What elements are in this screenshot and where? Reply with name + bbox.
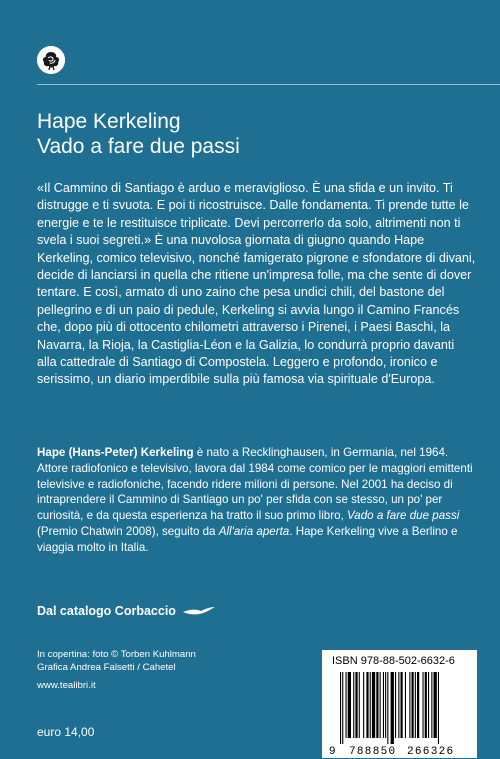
bio-text-part: (Premio Chatwin 2008), seguito da <box>37 524 219 538</box>
barcode-bar <box>340 672 341 744</box>
book-title: Vado a fare due passi <box>37 135 240 158</box>
barcode-digit-first: 9 <box>329 746 336 758</box>
barcode-bar <box>425 672 427 738</box>
book-author: Hape Kerkeling <box>37 110 181 133</box>
barcode-bar <box>353 672 354 738</box>
credit-graphics: Grafica Andrea Falsetti / Cahetel <box>37 662 176 673</box>
author-bio <box>37 445 477 556</box>
barcode-bar <box>431 672 432 738</box>
barcode-bar <box>417 672 419 738</box>
bio-text-part: è nato a Recklinghausen, in Germania, nel 1964. Attore radiofonico e televisivo, lavora dal 1984 come comico per le maggiori emittenti televisive e radiofoniche, facendo ridere milioni di persone. Nel 2001 ha deciso di intraprendere il Cammino di Santiago un po' per sfida con se stesso, un po' per curiosità, e da questa esperienza ha tratto il suo primo libro, <box>37 446 473 523</box>
barcode-bar <box>409 672 410 738</box>
catalog-line <box>37 604 216 618</box>
bio-book-title: All'aria aperta <box>218 524 290 538</box>
barcode-bar <box>395 672 396 738</box>
barcode-digits-right: 266326 <box>407 746 455 758</box>
barcode-bar <box>348 672 351 738</box>
cover-credits <box>37 648 196 674</box>
barcode-bar <box>401 672 403 738</box>
barcode-bar <box>370 672 371 738</box>
barcode-bar <box>391 672 394 744</box>
barcode-bar <box>363 672 364 738</box>
barcode-bar <box>434 672 437 738</box>
barcode-bar <box>380 672 381 738</box>
barcode-bar <box>423 672 424 738</box>
barcode-bar <box>405 672 406 738</box>
barcode-image <box>322 650 477 758</box>
isbn-label: ISBN 978-88-502-6632-6 <box>332 655 455 667</box>
barcode-bar <box>398 672 399 738</box>
barcode-bar <box>376 672 378 738</box>
credit-photo: In copertina: foto © Torben Kuhlmann <box>37 649 196 660</box>
barcode-bar <box>387 672 388 744</box>
barcode-bar <box>415 672 416 738</box>
barcode-bar <box>342 672 343 744</box>
barcode-digits-left: 788850 <box>349 746 397 758</box>
bio-book-title: Vado a fare due passi <box>346 509 460 523</box>
bird-icon <box>182 605 216 617</box>
catalog-label: Dal catalogo Corbaccio <box>37 604 176 618</box>
barcode-bar <box>438 672 439 744</box>
barcode-bar <box>372 672 375 738</box>
isbn-barcode <box>322 650 477 758</box>
blurb-text: «Il Cammino di Santiago è arduo e meraviglioso. È una sfida e un invito. Ti distrugge e ti svuota. E poi ti ricostruisce. Dalle fondamenta. Ti prende tutte le energie e te le restituisce triplicate. Devi percorrerlo da solo, altrimenti non ti svela i suoi segreti.» È una nuvolosa giornata di giugno quando Hape Kerkeling, comico televisivo, nonché famigerato pigrone e sfondatore di divani, decide di lanciarsi in quella che ritiene un'impresa folle, ma che sente di dover tentare. E così, armato di uno zaino che pesa undici chili, del bastone del pellegrino e di un paio di pedule, Kerkeling si avvia lungo il Camino Francés che, dopo più di ottocento chilometri attraverso i Pirenei, i Paesi Baschi, la Navarra, la Rioja, la Castiglia-Léon e la Galizia, lo condurrà proprio davanti alla cattedrale di Santiago di Compostela. Leggero e profondo, ironico e serissimo, un diario imperdibile sulla più famosa via spirituale d'Europa. <box>37 181 476 387</box>
barcode-bar <box>359 672 360 738</box>
bio-author-name: Hape (Hans-Peter) Kerkeling <box>37 446 194 459</box>
header-divider <box>37 84 500 85</box>
bio-text-part: . Hape Kerkeling vive a Berlino e viaggia molto in Italia. <box>37 524 458 554</box>
rose-publisher-logo-icon <box>37 46 65 74</box>
barcode-bar <box>412 672 414 738</box>
barcode-bar <box>383 672 384 738</box>
price: euro 14,00 <box>37 725 95 739</box>
barcode-bar <box>355 672 357 738</box>
publisher-website: www.tealibri.it <box>37 680 96 691</box>
barcode-bar <box>428 672 429 738</box>
barcode-bar <box>385 672 386 738</box>
barcode-bar <box>366 672 368 738</box>
barcode-bar <box>346 672 347 738</box>
